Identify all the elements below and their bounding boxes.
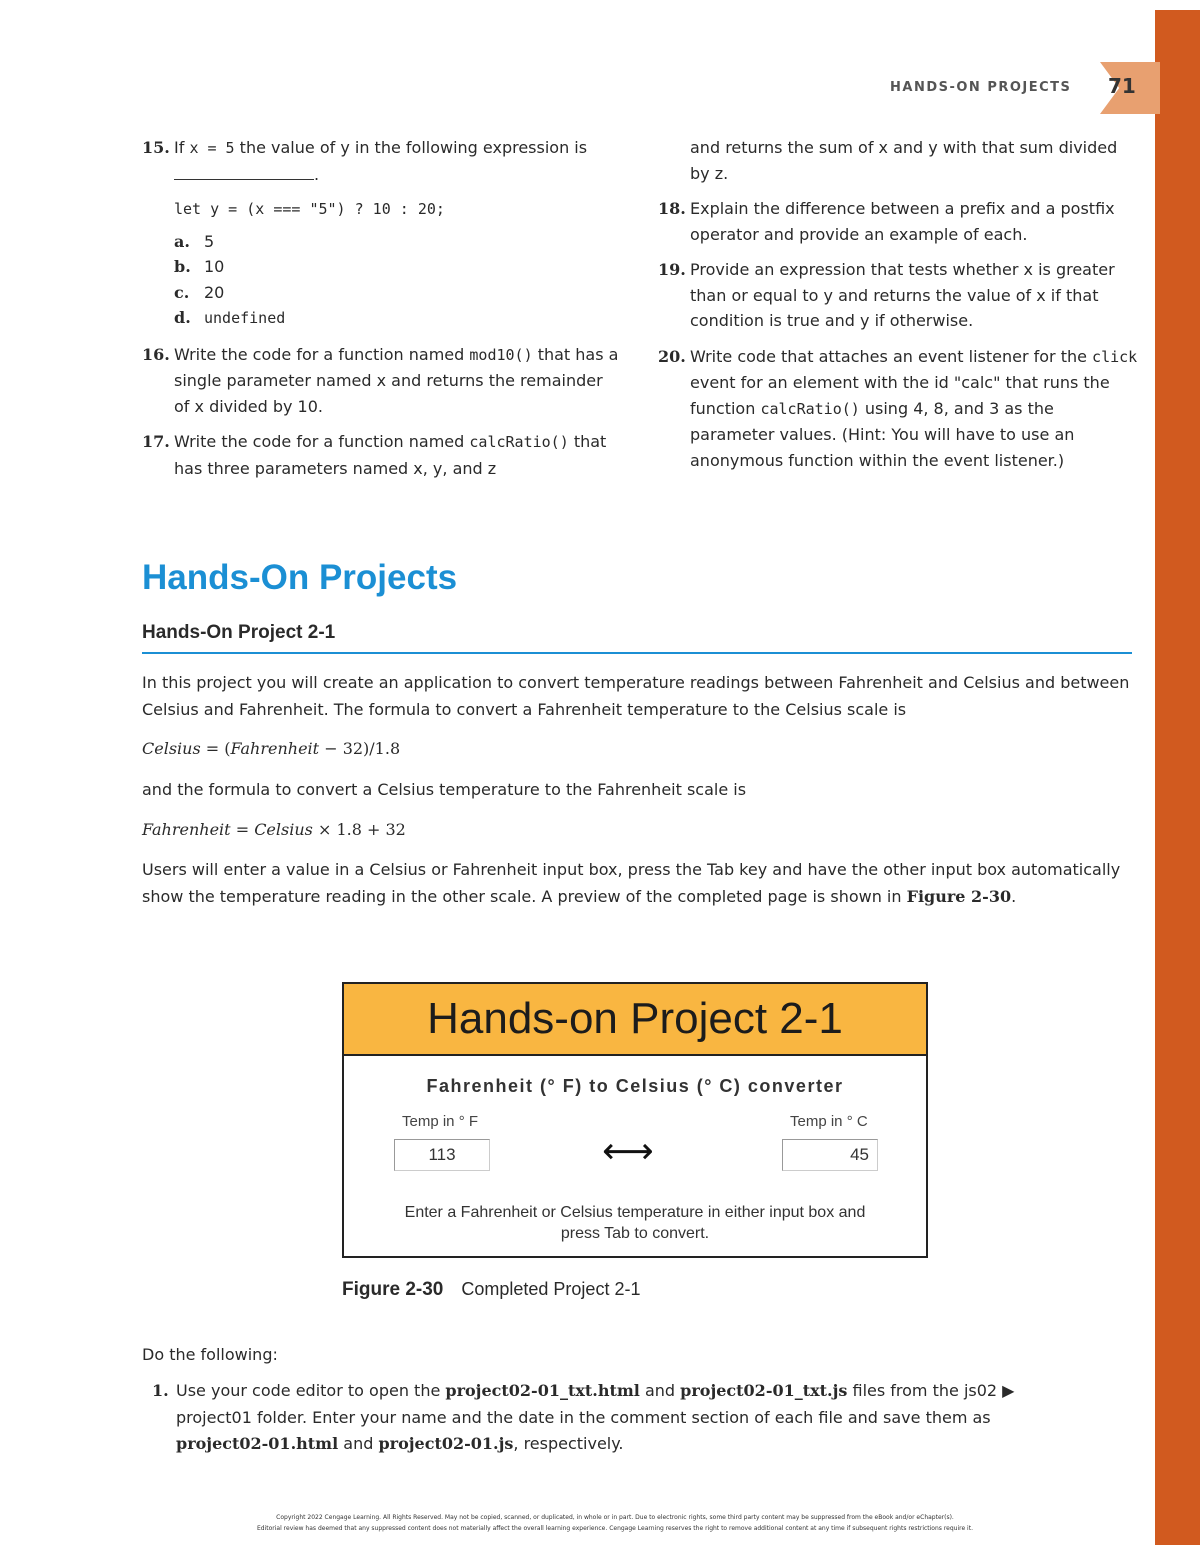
fahrenheit-label: Temp in ° F <box>402 1113 479 1130</box>
figure-reference: Figure 2-30 <box>906 886 1012 906</box>
question-number: 20. <box>658 346 686 366</box>
section-subtitle: Hands-On Project 2-1 <box>142 622 336 643</box>
note-line: Enter a Fahrenheit or Celsius temperature in either input box and <box>404 1204 866 1221</box>
converter-title: Fahrenheit (° F) to Celsius (° C) converter <box>426 1076 844 1096</box>
option-letter: b. <box>174 257 191 276</box>
question-number: 18. <box>658 199 686 218</box>
question-20 <box>658 344 1138 474</box>
question-text: Write the code for a function named <box>174 344 470 364</box>
question-text: using 4, 8, and 3 as the parameter values. (Hint: You will have to use an anonymous function within the event listener.) <box>690 398 1075 470</box>
formula-celsius <box>142 736 1132 763</box>
code-expression: let y = (x === "5") ? 10 : 20; <box>174 200 445 218</box>
copyright-line: Editorial review has deemed that any suppressed content does not materially affect the overall learning experience. Cengage Learning reserves the right to remove additional content at any time if subsequent rights restrictions require it. <box>257 1525 973 1532</box>
page-number: 71 <box>1108 74 1136 98</box>
question-text: If <box>174 138 190 157</box>
filename: project02-01.html <box>176 1434 339 1453</box>
figure-caption <box>342 1279 640 1301</box>
step-text: files from the js02 ▶ project01 folder. Enter your name and the date in the comment section of each file and save them as <box>176 1381 1015 1427</box>
figure-2-30 <box>342 982 928 1258</box>
question-text: Provide an expression that tests whether x is greater than or equal to y and returns the value of x if that condition is true and y if otherwise. <box>690 260 1115 330</box>
filename: project02-01_txt.js <box>680 1381 848 1400</box>
question-17-continued <box>658 135 1138 186</box>
option-letter: a. <box>174 231 190 251</box>
paragraph-text: . <box>1011 886 1017 906</box>
formula-var: Fahrenheit <box>142 820 231 839</box>
option-text: 5 <box>204 231 215 251</box>
option-b <box>174 254 622 280</box>
users-paragraph <box>142 857 1132 910</box>
middle-paragraph <box>142 777 1132 804</box>
question-number: 17. <box>142 432 170 451</box>
step-text: Use your code editor to open the <box>176 1381 446 1400</box>
left-column <box>142 135 622 491</box>
step-1 <box>152 1378 1076 1458</box>
question-text: and returns the sum of x and y with that sum divided by z. <box>690 138 1118 183</box>
formula-var: Celsius <box>254 820 313 839</box>
copyright-notice <box>100 1512 1130 1534</box>
steps-intro <box>142 1342 1132 1369</box>
inline-code: calcRatio() <box>469 433 569 451</box>
figure-banner: Hands-on Project 2-1 <box>344 984 926 1056</box>
section-rule <box>142 652 1132 654</box>
question-number: 16. <box>142 344 170 364</box>
option-d <box>174 305 622 332</box>
formula-fahrenheit <box>142 817 1132 844</box>
formula-op: = <box>230 820 255 839</box>
option-text: undefined <box>204 309 286 327</box>
celsius-input[interactable]: 45 <box>782 1139 878 1171</box>
step-number: 1. <box>152 1381 169 1400</box>
question-text: that has three parameters named x, y, and z <box>174 432 607 478</box>
question-text: event for an element with the id "calc" that runs the function <box>690 373 1110 418</box>
option-text: 20 <box>204 282 225 302</box>
inline-code: mod10() <box>469 345 533 364</box>
step-text: , respectively. <box>513 1434 624 1453</box>
caption-number: Figure 2-30 <box>342 1279 444 1300</box>
right-column <box>658 135 1138 483</box>
answer-blank <box>174 163 314 180</box>
question-text: that has a single parameter named x and returns the remainder of x divided by 10. <box>174 344 619 416</box>
note-line: press Tab to convert. <box>560 1225 710 1242</box>
step-text: and <box>639 1381 681 1400</box>
inline-code: x = 5 <box>189 139 235 157</box>
formula-op: × 1.8 + 32 <box>312 820 406 839</box>
caption-text: Completed Project 2-1 <box>461 1279 641 1299</box>
filename: project02-01.js <box>378 1434 514 1453</box>
paragraph-text: and the formula to convert a Celsius temperature to the Fahrenheit scale is <box>142 780 747 799</box>
question-text: Write the code for a function named <box>174 432 470 451</box>
instruction-note <box>344 1202 926 1244</box>
inline-code: calcRatio() <box>760 399 860 418</box>
question-text: Explain the difference between a prefix and a postfix operator and provide an example of each. <box>690 199 1115 244</box>
formula-op: = ( <box>200 739 231 758</box>
question-number: 19. <box>658 260 686 279</box>
option-letter: d. <box>174 308 191 327</box>
question-number: 15. <box>142 138 170 157</box>
question-text: the value of y in the following expression is <box>234 138 588 157</box>
formula-var: Fahrenheit <box>230 739 320 758</box>
option-letter: c. <box>174 282 190 302</box>
section-title: Hands-On Projects <box>142 558 458 597</box>
side-color-bar <box>1155 10 1200 1545</box>
paragraph-text: Do the following: <box>142 1345 278 1364</box>
paragraph-text: Users will enter a value in a Celsius or Fahrenheit input box, press the Tab key and have the other input box automatically show the temperature reading in the other scale. A preview of the completed page is shown in <box>142 860 1121 906</box>
double-arrow-icon: ⟷ <box>602 1131 654 1172</box>
option-text: 10 <box>204 257 225 276</box>
inline-code: click <box>1092 347 1138 366</box>
formula-op: − 32)/1.8 <box>319 739 401 758</box>
running-head: HANDS-ON PROJECTS <box>890 80 1072 95</box>
question-text: Write code that attaches an event listener for the <box>690 346 1093 366</box>
option-a <box>174 229 622 255</box>
question-16 <box>142 342 622 420</box>
intro-paragraph <box>142 670 1132 723</box>
step-text: and <box>338 1434 379 1453</box>
celsius-label: Temp in ° C <box>790 1113 868 1130</box>
question-17 <box>142 429 622 481</box>
question-19 <box>658 257 1138 334</box>
paragraph-text: In this project you will create an application to convert temperature readings between Fahrenheit and Celsius and between Celsius and Fahrenheit. The formula to convert a Fahrenheit temperature to the Celsius scale is <box>142 673 1130 719</box>
option-c <box>174 280 622 306</box>
formula-var: Celsius <box>142 739 201 758</box>
question-18 <box>658 196 1138 247</box>
fahrenheit-input[interactable]: 113 <box>394 1139 490 1171</box>
copyright-line: Copyright 2022 Cengage Learning. All Rights Reserved. May not be copied, scanned, or duplicated, in whole or in part. Due to electronic rights, some third party content may be suppressed from the eBook and/or eChapter(s). <box>276 1514 954 1521</box>
filename: project02-01_txt.html <box>445 1381 640 1400</box>
question-15: 15. If x = 5 the value of y in the following expression is . let y = (x === "5") ? 10 : 20; a. 5 b. 10 c. 20 d. undefined <box>142 135 622 332</box>
